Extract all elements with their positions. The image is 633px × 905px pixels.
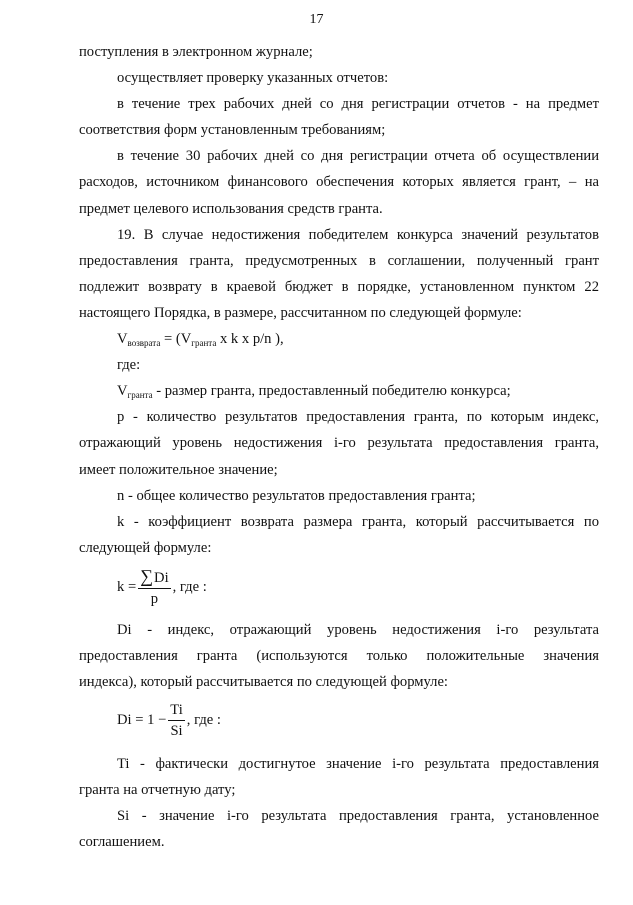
text-line: предоставления гранта (используются только положительные значения bbox=[79, 647, 599, 664]
document-body bbox=[79, 39, 599, 856]
text-line: Si - значение i-го результата предоставления гранта, установленное bbox=[117, 808, 599, 825]
text-line: соглашением. bbox=[79, 834, 165, 851]
text-line: следующей формуле: bbox=[79, 539, 212, 556]
text-line: Ti - фактически достигнутое значение i-го результата предоставления bbox=[117, 756, 599, 773]
text-line: в течение трех рабочих дней со дня регистрации отчетов - на предмет bbox=[117, 96, 599, 113]
text-line: расходов, источником финансового обеспечения которых является грант, – на bbox=[79, 174, 599, 191]
vgrant-definition: $V_{гранта}$ - размер гранта, предоставленный победителю конкурса; bbox=[117, 383, 511, 401]
text-line: осуществляет проверку указанных отчетов: bbox=[117, 70, 389, 87]
text-line: гранта на отчетную дату; bbox=[79, 782, 236, 799]
text-line: поступления в электронном журнале; bbox=[79, 44, 313, 60]
formula-k-fraction: $\frac{\sum Di}{p}$ bbox=[140, 565, 169, 607]
formula-di-fraction: $\frac{Ti}{Si}$ bbox=[170, 702, 183, 740]
text-line: 19. В случае недостижения победителем конкурса значений результатов bbox=[117, 226, 599, 243]
text-line: соответствия форм установленным требованиям; bbox=[79, 122, 386, 139]
text-line: Di - индекс, отражающий уровень недостижения i-го результата bbox=[117, 621, 599, 638]
formula-di: Di = 1 − $\frac{Ti}{Si}$ , где : bbox=[117, 702, 221, 740]
text-line: отражающий уровень недостижения i-го результата предоставления гранта, bbox=[79, 435, 599, 452]
text-line: в течение 30 рабочих дней со дня регистрации отчета об осуществлении bbox=[117, 148, 599, 165]
text-line: предоставления гранта, предусмотренных в соглашении, полученный грант bbox=[79, 252, 599, 269]
formula-v-return: $V_{возврата} = (V_{гранта}$ x k x p/n ), bbox=[117, 331, 284, 349]
text-line: k - коэффициент возврата размера гранта, который рассчитывается по bbox=[117, 513, 599, 530]
page-number: 17 bbox=[309, 12, 324, 27]
text-line: индекса), который рассчитывается по следующей формуле: bbox=[79, 674, 448, 691]
text-line: настоящего Порядка, в размере, рассчитанном по следующей формуле: bbox=[79, 304, 522, 321]
text-line: имеет положительное значение; bbox=[79, 461, 278, 478]
text-line: предмет целевого использования средств гранта. bbox=[79, 200, 383, 217]
text-line: подлежит возврату в краевой бюджет в порядке, установленном пунктом 22 bbox=[79, 278, 599, 295]
text-line: где: bbox=[117, 357, 141, 374]
text-line: n - общее количество результатов предоставления гранта; bbox=[117, 487, 476, 504]
text-line: p - количество результатов предоставления гранта, по которым индекс, bbox=[117, 409, 599, 426]
formula-k: k = $\frac{\sum Di}{p}$ , где : bbox=[117, 565, 207, 607]
